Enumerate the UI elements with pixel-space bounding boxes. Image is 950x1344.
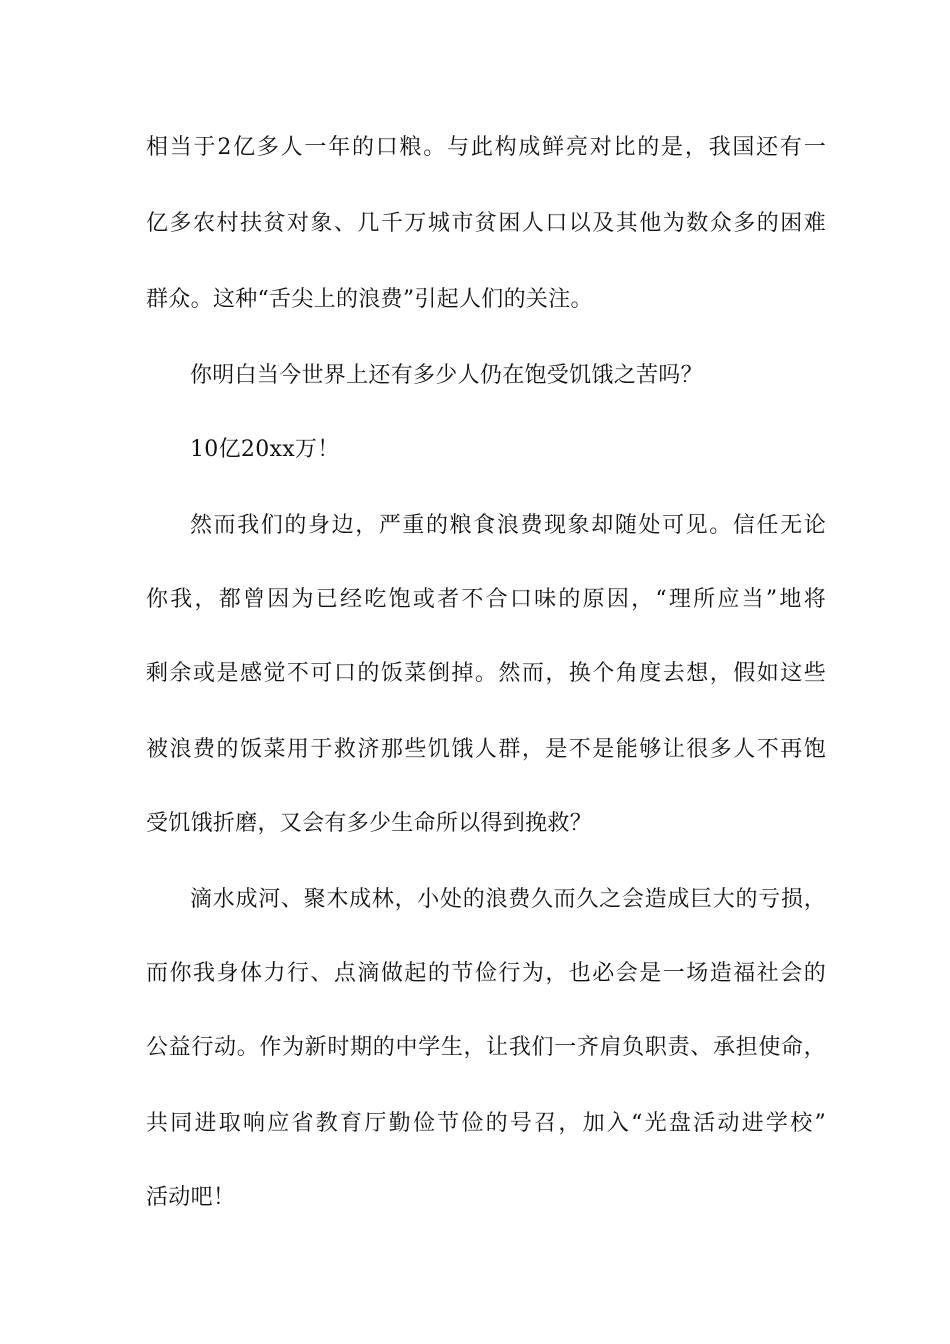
text-line-15: 活动吧！ bbox=[146, 1185, 236, 1210]
text-line-1: 相当于2亿多人一年的口粮。与此构成鲜亮对比的是，我国还有一 bbox=[146, 135, 826, 160]
text-line-8: 剩余或是感觉不可口的饭菜倒掉。然而，换个角度去想，假如这些 bbox=[146, 661, 826, 686]
text-line-11: 滴水成河、聚木成林，小处的浪费久而久之会造成巨大的亏损， bbox=[190, 887, 826, 912]
text-line-4: 你明白当今世界上还有多少人仍在饱受饥饿之苦吗？ bbox=[190, 363, 703, 388]
text-line-9: 被浪费的饭菜用于救济那些饥饿人群，是不是能够让很多人不再饱 bbox=[146, 737, 826, 762]
text-line-13: 公益行动。作为新时期的中学生，让我们一齐肩负职责、承担使命， bbox=[146, 1035, 826, 1060]
text-line-14: 共同进取响应省教育厅勤俭节俭的号召，加入“光盘活动进学校” bbox=[146, 1111, 826, 1136]
text-line-6: 然而我们的身边，严重的粮食浪费现象却随处可见。信任无论 bbox=[190, 513, 826, 538]
text-line-10: 受饥饿折磨，又会有多少生命所以得到挽救？ bbox=[146, 811, 593, 836]
text-line-2: 亿多农村扶贫对象、几千万城市贫困人口以及其他为数众多的困难 bbox=[146, 211, 826, 236]
text-line-3: 群众。这种“舌尖上的浪费”引起人们的关注。 bbox=[146, 287, 593, 312]
text-line-5: 10亿20xx万！ bbox=[190, 437, 340, 462]
text-line-7: 你我，都曾因为已经吃饱或者不合口味的原因，“理所应当”地将 bbox=[146, 587, 826, 612]
text-line-12: 而你我身体力行、点滴做起的节俭行为，也必会是一场造福社会的 bbox=[146, 961, 826, 986]
